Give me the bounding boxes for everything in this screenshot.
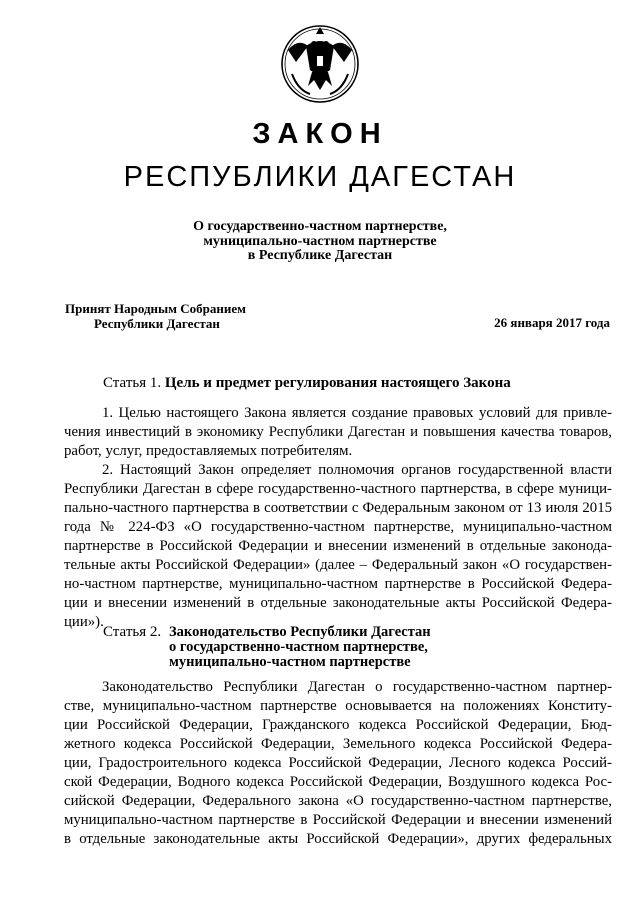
text-line: муниципально-частном партнерстве в Российской Федерации и внесении изменений (64, 812, 612, 828)
subject-line: в Республике Дагестан (247, 248, 393, 263)
text-line: пально-частного партнерства в соответствии с Федеральным законом от 13 июля 2015 (64, 500, 612, 516)
adoption-line: Принят Народным Собранием (65, 301, 247, 316)
text-line: чения инвестиций в экономику Республики Дагестан и повышения качества товаров, (64, 424, 612, 440)
text-line: 2. Настоящий Закон определяет полномочия органов государственной власти (102, 462, 612, 478)
republic-title: РЕСПУБЛИКИ ДАГЕСТАН (123, 161, 517, 193)
adoption-date: 26 января 2017 года (494, 315, 610, 330)
text-line: жетного кодекса Российской Федерации, Земельного кодекса Российской Федера- (64, 736, 612, 752)
text-line: тельные акты Российской Федерации» (далее – Федеральный закон «О государствен- (64, 557, 612, 573)
article-2-label: Статья 2. (103, 624, 162, 640)
text-line: ции»). (64, 614, 104, 630)
text-line: года № 224-ФЗ «О государственно-частном партнерстве, муниципально-частном (64, 519, 612, 535)
text-line: партнерстве в Российской Федерации и внесении изменений в отдельные законода- (64, 538, 612, 554)
text-line: работ, услуг, предоставляемых потребителям. (64, 443, 353, 459)
article-label: Статья 1. (103, 375, 162, 391)
law-subject (0, 220, 640, 264)
text-line: сийской Федерации, Федерального закона «О государственно-частном партнерстве, (64, 793, 612, 809)
text-line: но-частном партнерстве, муниципально-частном партнерстве в Российской Федера- (64, 576, 612, 592)
subject-line: муниципально-частном партнерстве (203, 233, 437, 249)
text-line: ции, Градостроительного кодекса Российской Федерации, Лесного кодекса Россий- (64, 755, 612, 771)
subject-line: О государственно-частном партнерстве, (193, 219, 447, 234)
adoption-line: Республики Дагестан (94, 316, 220, 331)
article-2-title (169, 625, 431, 670)
article-2-body (64, 678, 612, 849)
text-line: Законодательство Республики Дагестан о государственно-частном партнер- (102, 679, 612, 695)
article-1-heading (103, 376, 511, 391)
adoption-statement (65, 301, 246, 331)
text-line: в отдельные законодательные акты Российской Федерации», других федеральных (64, 831, 612, 847)
article-title-line: муниципально-частном партнерстве (169, 654, 411, 670)
article-1-body (64, 404, 612, 632)
coat-of-arms-emblem-icon (278, 20, 362, 104)
text-line: стве, муниципально-частном партнерстве основывается на положениях Конститу- (64, 698, 612, 714)
article-title-line: Законодательство Республики Дагестан (169, 624, 431, 640)
article-title-line: о государственно-частном партнерстве, (169, 639, 428, 655)
text-line: Республики Дагестан в сфере государственно-частного партнерства, в сфере муници- (64, 481, 612, 497)
law-title: ЗАКОН (252, 118, 388, 150)
text-line: ской Федерации, Водного кодекса Российской Федерации, Воздушного кодекса Рос- (64, 774, 612, 790)
article-title: Цель и предмет регулирования настоящего Закона (164, 375, 511, 391)
text-line: ции и внесении изменений в отдельные законодательные акты Российской Федера- (64, 595, 612, 611)
text-line: ции Российской Федерации, Гражданского кодекса Российской Федерации, Бюд- (64, 717, 612, 733)
text-line: 1. Целью настоящего Закона является создание правовых условий для привле- (102, 405, 612, 421)
